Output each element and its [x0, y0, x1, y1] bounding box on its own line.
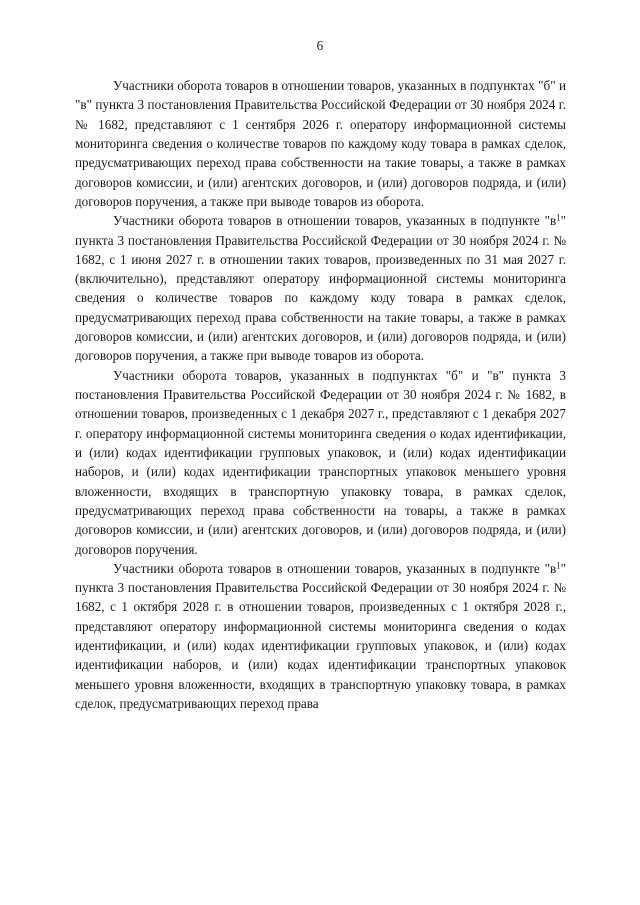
paragraph-2-text-rest: " пункта 3 постановления Правительства Российской Федерации от 30 ноября 2024 г. № 1682, с 1 июня 2027 г. в отношении таких товаров, произведенных по 31 мая 2027 г. (включительно), представляют оператору информационной системы мониторинга сведения о количестве товаров по каждому коду товара в рамках сделок, предусматривающих переход права собственности на такие товары, а также в рамках договоров комиссии, и (или) агентских договоров, и (или) договоров подряда, и (или) договоров поручения, а также при выводе товаров из оборота. [75, 213, 566, 364]
paragraph-2-text-lead: Участники оборота товаров в отношении товаров, указанных в подпункте "в [113, 213, 557, 229]
page-number: 6 [316, 38, 324, 53]
paragraph-3 [75, 366, 566, 559]
document-body [75, 76, 566, 713]
superscript-marker: 1 [556, 560, 561, 571]
paragraph-4 [75, 559, 566, 714]
paragraph-1-text: Участники оборота товаров в отношении товаров, указанных в подпунктах "б" и "в" пункта 3 постановления Правительства Российской Федерации от 30 ноября 2024 г. № 1682, представляют с 1 сентября 2026 г. оператору информационной системы мониторинга сведения о количестве товаров по каждому коду товара в рамках сделок, предусматривающих переход права собственности на такие товары, а также в рамках договоров комиссии, и (или) агентских договоров, и (или) договоров подряда, и (или) договоров поручения, а также при выводе товаров из оборота. [75, 78, 566, 209]
paragraph-4-text-rest: " пункта 3 постановления Правительства Российской Федерации от 30 ноября 2024 г. № 1682, с 1 октября 2028 г. в отношении товаров, произведенных с 1 октября 2028 г., представляют оператору информационной системы мониторинга сведения о кодах идентификации, и (или) кодах идентификации групповых упаковок, и (или) кодах идентификации наборов, и (или) кодах идентификации транспортных упаковок меньшего уровня вложенности, входящих в транспортную упаковку товара, в рамках сделок, предусматривающих переход права [75, 560, 566, 711]
paragraph-2 [75, 211, 566, 366]
paragraph-1 [75, 76, 566, 211]
superscript-marker: 1 [556, 212, 561, 223]
paragraph-3-text: Участники оборота товаров, указанных в подпунктах "б" и "в" пункта 3 постановления Правительства Российской Федерации от 30 ноября 2024 г. № 1682, в отношении товаров, произведенных с 1 декабря 2027 г., представляют с 1 декабря 2027 г. оператору информационной системы мониторинга сведения о кодах идентификации, и (или) кодах идентификации групповых упаковок, и (или) кодах идентификации наборов, и (или) кодах идентификации транспортных упаковок меньшего уровня вложенности, входящих в транспортную упаковку товара, в рамках сделок, предусматривающих переход права собственности на товары, а также в рамках договоров комиссии, и (или) агентских договоров, и (или) договоров подряда, и (или) договоров поручения. [75, 367, 566, 557]
paragraph-4-text-lead: Участники оборота товаров в отношении товаров, указанных в подпункте "в [113, 560, 557, 576]
